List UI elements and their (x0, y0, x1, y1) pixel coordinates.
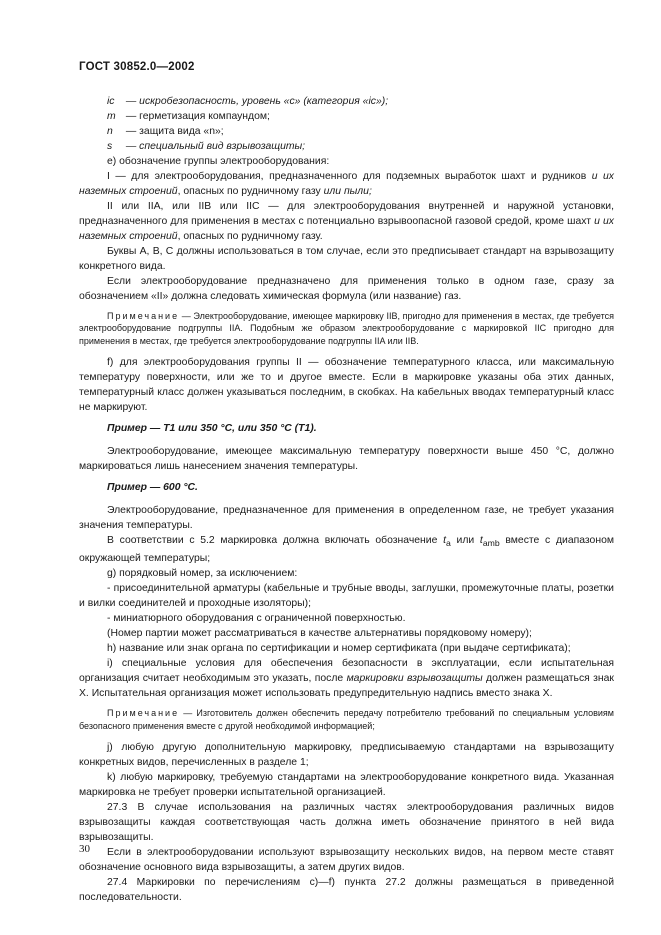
symbol-tamb: t (479, 535, 483, 547)
paragraph-group-2 (79, 199, 614, 244)
example-1: Пример — Т1 или 350 °С, или 350 °С (Т1). (107, 423, 317, 435)
list-item-n (79, 124, 614, 139)
text-run: В соответствии с 5.2 маркировка должна включать обозначение (107, 535, 444, 547)
paragraph-450: Электрооборудование, имеющее максимальную температуру поверхности выше 450 °С, должно маркироваться лишь нанесением значения температуры. (79, 446, 614, 473)
subscript: a (445, 538, 451, 549)
note-1 (79, 310, 614, 347)
note-text: — Изготовитель должен обеспечить передачу потребителю требований по специальным условиям безопасного применения вместе с другой необходимой информацией; (79, 708, 614, 731)
symbol-ta: t (443, 535, 446, 547)
text-run: i) специальные условия для обеспечения безопасности в эксплуатации, если испытательная организация считает необходимым это указать, после (79, 658, 614, 685)
text-run: или (450, 535, 480, 547)
paragraph-specific-gas: Электрооборудование, предназначенное для применения в определенном газе, не требует указания значения температуры. (79, 505, 614, 532)
note-text: — Электрооборудование, имеющее маркировку IIB, пригодно для применения в местах, где требуется электрооборудование подгруппы IIA. Подобным же образом электрооборудование с маркировкой IIC пригодно для применения в местах, где требуется электрооборудование подгруппы IIA или IIB. (79, 311, 614, 346)
page-body (79, 94, 614, 905)
list-text: — искробезопасность, уровень «с» (категория «ic»); (125, 96, 389, 107)
text-run: II или IIA, или IIB или IIC — для электрооборудования внутренней и наружной установки, предназначенного для применения в местах с потенциально взрывоопасной газовой средой, кроме шахт (79, 201, 614, 227)
text-italic: или пыли; (323, 186, 372, 197)
text-italic: маркировки взрывозащиты (346, 673, 483, 685)
paragraph-5-2 (79, 533, 614, 566)
text-run: вместе с диапазоном окружающей температуры; (79, 535, 614, 565)
note-label: Примечание (107, 311, 180, 321)
text-italic: и их наземных строений (79, 171, 614, 197)
paragraph-f: f) для электрооборудования группы II — обозначение температурного класса, или максимальную температуру поверхности, или же то и другое вместе. Если в маркировке указаны оба этих данных, температурный класс должен указываться последним, в скобках. На кабельных вводах температурный класс не маркируют. (79, 357, 614, 414)
list-item-m (79, 109, 614, 124)
text-run: , опасных по рудничному газу (177, 186, 324, 197)
document-header: ГОСТ 30852.0—2002 (79, 61, 195, 73)
paragraph-letters: Буквы А, В, С должны использоваться в том случае, если это предписывает стандарт на взрывозащиту конкретного вида. (79, 246, 614, 272)
paragraph-k: k) любую маркировку, требуемую стандартами на электрооборудование конкретного вида. Указанная маркировка не требует проверки испытательной организацией. (79, 772, 614, 799)
list-item-ic (79, 94, 614, 109)
text-italic: и их наземных строений (79, 216, 614, 242)
paragraph-i (79, 656, 614, 701)
text-run: должен размещаться знак Х. Испытательная организация может использовать предупредительную надпись вместо знака Х. (79, 673, 614, 700)
paragraph-single-gas: Если электрооборудование предназначено для применения только в одном газе, сразу за обозначением «II» должна следовать химическая формула (или название) газ. (79, 276, 614, 302)
paragraph-g-item-2: - миниатюрного оборудования с ограниченной поверхностью. (107, 613, 406, 625)
text-run: , опасных по рудничному газу. (177, 231, 323, 242)
list-key: m (107, 111, 116, 122)
list-text: — специальный вид взрывозащиты; (125, 141, 306, 152)
list-key: s (107, 141, 113, 152)
paragraph-several: Если в электрооборудовании используют взрывозащиту нескольких видов, на первом месте ставят обозначение основного вида взрывозащиты, а затем других видов. (79, 847, 614, 874)
paragraph-e-heading: e) обозначение группы электрооборудования: (107, 156, 330, 167)
note-2 (79, 707, 614, 732)
example-2: Пример — 600 °С. (107, 482, 198, 494)
list-text: — защита вида «n»; (125, 126, 224, 137)
list-key: n (107, 126, 113, 137)
paragraph-27-4: 27.4 Маркировки по перечислениям с)—f) пункта 27.2 должны размещаться в приведенной последовательности. (79, 877, 614, 904)
list-item-s (79, 139, 614, 154)
note-label: Примечание (107, 708, 180, 719)
paragraph-h: h) название или знак органа по сертификации и номер сертификата (при выдаче сертификата); (107, 643, 571, 655)
page-number: 30 (79, 843, 90, 855)
subscript: amb (482, 538, 500, 549)
paragraph-g-note: (Номер партии может рассматриваться в качестве альтернативы порядковому номеру); (107, 628, 532, 640)
paragraph-g-heading: g) порядковый номер, за исключением: (107, 568, 298, 580)
list-text: — герметизация компаундом; (125, 111, 270, 122)
list-key: ic (107, 96, 115, 107)
paragraph-group-1 (79, 169, 614, 199)
text-run: I — для электрооборудования, предназначенного для подземных выработок шахт и рудников (107, 171, 592, 182)
paragraph-27-3: 27.3 В случае использования на различных частях электрооборудования различных видов взрывозащиты каждая соответствующая часть должна иметь обозначение принятого в ней вида взрывозащиты. (79, 802, 614, 844)
paragraph-j: j) любую другую дополнительную маркировку, предписываемую стандартами на взрывозащиту конкретных видов, перечисленных в разделе 1; (79, 742, 614, 769)
paragraph-g-item-1: - присоединительной арматуры (кабельные и трубные вводы, заглушки, промежуточные платы, розетки и вилки соединителей и проходные изоляторы); (79, 583, 614, 610)
